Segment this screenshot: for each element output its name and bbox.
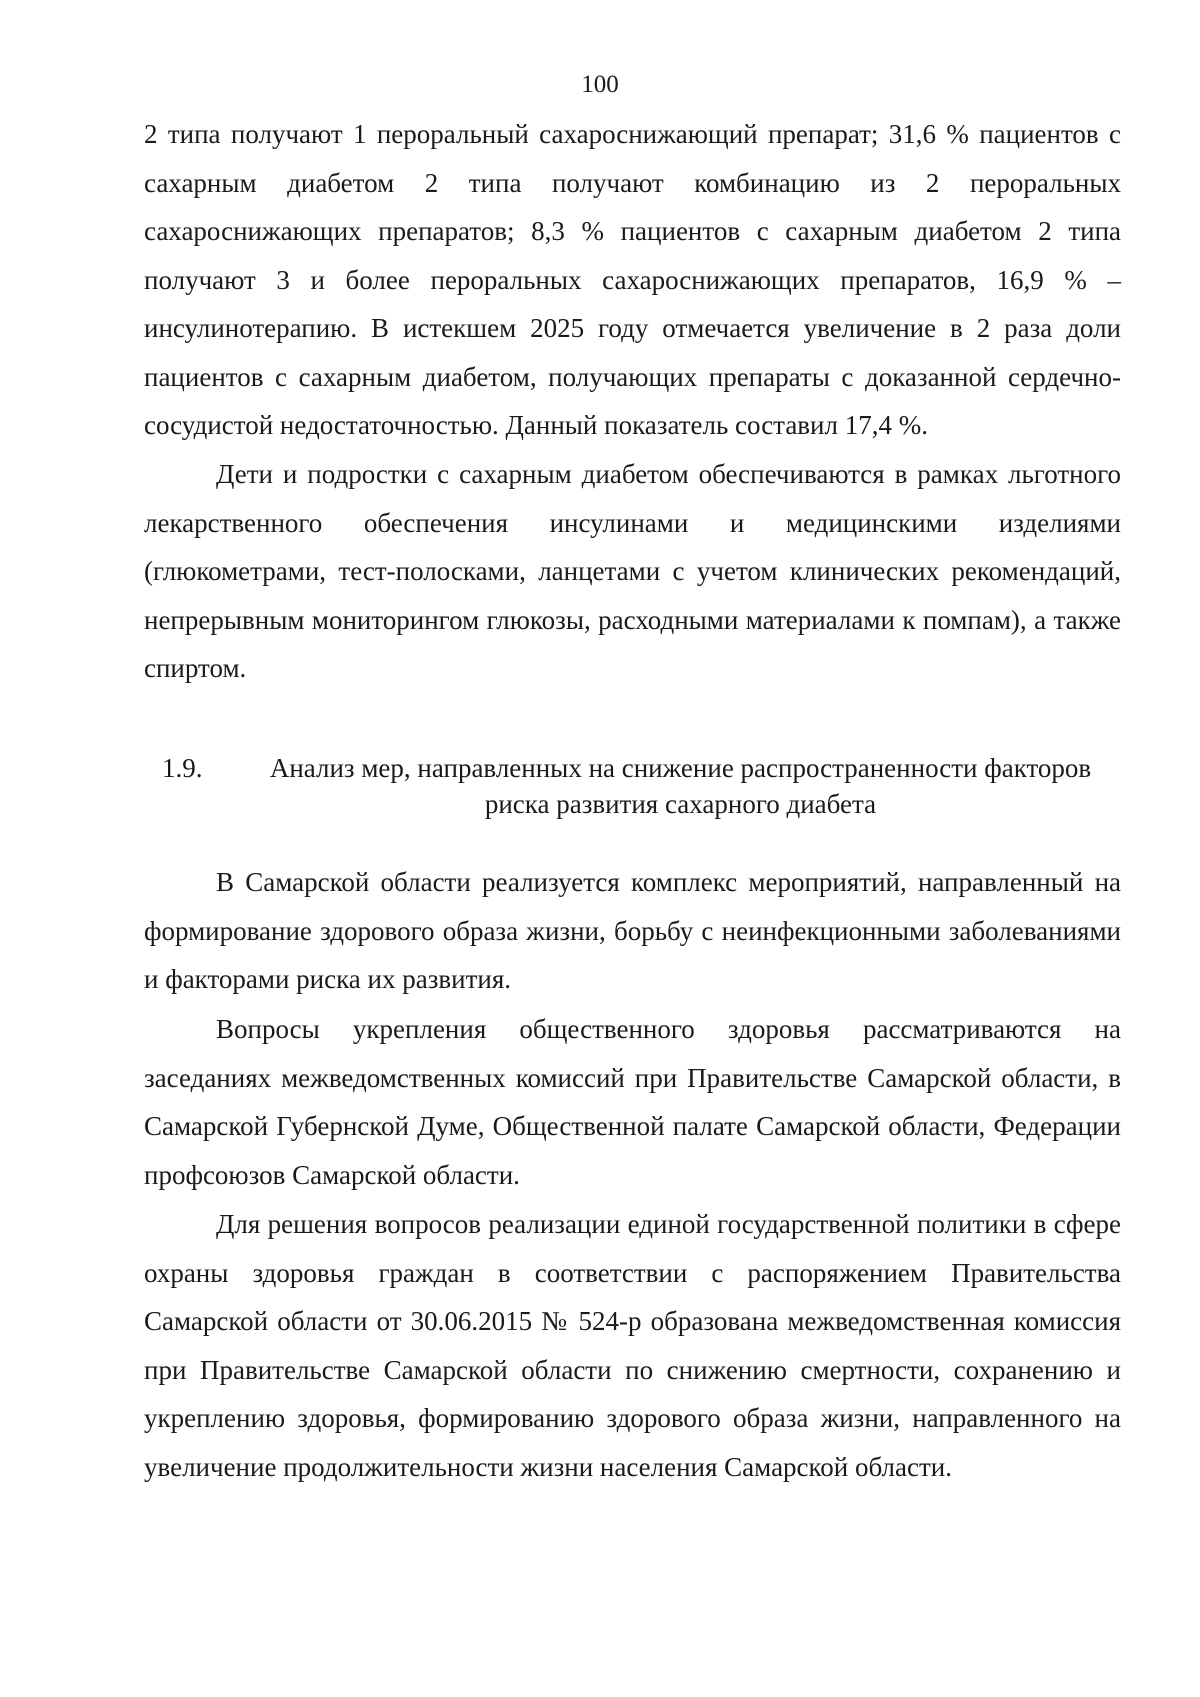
page-number: 100	[581, 71, 619, 98]
section-heading	[144, 750, 1121, 822]
paragraph-text: Для решения вопросов реализации единой государственной политики в сфере охраны здоровья граждан в соответствии с распоряжением Правительства Самарской области от 30.06.2015 № 524-р образована межведомственная комиссия при Правительстве Самарской области по снижению смертности, сохранению и укреплению здоровья, формированию здорового образа жизни, направленного на увеличение продолжительности жизни населения Самарской области.	[144, 1209, 1121, 1482]
paragraph-continuation	[144, 110, 1121, 450]
paragraph-text: 2 типа получают 1 пероральный сахароснижающий препарат; 31,6 % пациентов с сахарным диабетом 2 типа получают комбинацию из 2 пероральных сахароснижающих препаратов; 8,3 % пациентов с сахарным диабетом 2 типа получают 3 и более пероральных сахароснижающих препаратов, 16,9 % – инсулинотерапию. В истекшем 2025 году отмечается увеличение в 2 раза доли пациентов с сахарным диабетом, получающих препараты с доказанной сердечно-сосудистой недостаточностью. Данный показатель составил 17,4 %.	[144, 119, 1121, 440]
section-number: 1.9.	[162, 753, 203, 783]
paragraph-children-supply	[144, 450, 1121, 693]
paragraph-public-health	[144, 1005, 1121, 1199]
paragraph-commission	[144, 1200, 1121, 1491]
paragraph-measures	[144, 858, 1121, 1004]
paragraph-text: В Самарской области реализуется комплекс мероприятий, направленный на формирование здорового образа жизни, борьбу с неинфекционными заболеваниями и факторами риска их развития.	[144, 867, 1121, 994]
paragraph-text: Дети и подростки с сахарным диабетом обеспечиваются в рамках льготного лекарственного обеспечения инсулинами и медицинскими изделиями (глюкометрами, тест-полосками, ланцетами с учетом клинических рекомендаций, непрерывным мониторингом глюкозы, расходными материалами к помпам), а также спиртом.	[144, 459, 1121, 683]
section-title: Анализ мер, направленных на снижение распространенности факторов риска развития сахарного диабета	[269, 753, 1092, 819]
paragraph-text: Вопросы укрепления общественного здоровья рассматриваются на заседаниях межведомственных комиссий при Правительстве Самарской области, в Самарской Губернской Думе, Общественной палате Самарской области, Федерации профсоюзов Самарской области.	[144, 1014, 1121, 1190]
